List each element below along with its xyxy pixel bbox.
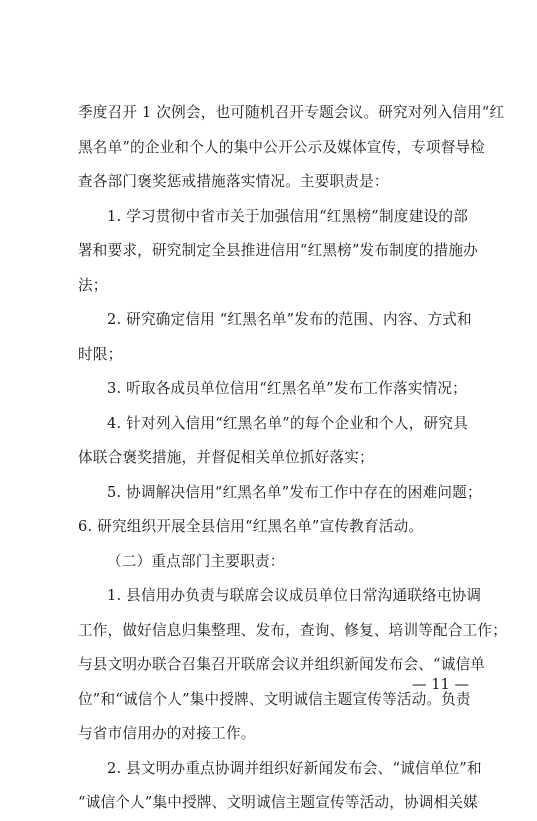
- text-line-4: 1. 学习贯彻中省市关于加强信用“红黑榜”制度建设的部: [107, 207, 468, 225]
- text-line-13: 6. 研究组织开展全县信用“红黑名单”宣传教育活动。: [78, 518, 424, 535]
- text-line-16: 工作，做好信息归集整理、发布，查询、修复、培训等配合工作；: [78, 621, 508, 639]
- text-line-21: “诚信个人”集中授牌、文明诚信主题宣传等活动，协调相关媒: [78, 794, 478, 811]
- body-text: [78, 96, 508, 821]
- page-number: — 11 —: [412, 676, 470, 693]
- text-line-20: 2. 县文明办重点协调并组织好新闻发布会、“诚信单位”和: [107, 759, 482, 777]
- text-line-1: 季度召开 1 次例会，也可随机召开专题会议。研究对列入信用“红: [78, 104, 505, 121]
- text-line-17: 与县文明办联合召集召开联席会议并组织新闻发布会、“诚信单: [78, 656, 486, 673]
- text-line-9: 3. 听取各成员单位信用“红黑名单”发布工作落实情况；: [107, 380, 467, 397]
- text-line-5: 署和要求，研究制定全县推进信用“红黑榜”发布制度的措施办: [78, 242, 478, 259]
- text-line-10: 4. 针对列入信用“红黑名单”的每个企业和个人，研究具: [107, 414, 468, 432]
- text-line-6: 法；: [78, 276, 108, 294]
- section-heading: （二）重点部门主要职责：: [107, 552, 285, 570]
- text-line-3: 查各部门褒奖惩戒措施落实情况。主要职责是：: [78, 173, 389, 190]
- text-line-2: 黑名单”的企业和个人的集中公开公示及媒体宣传，专项督导检: [78, 138, 486, 156]
- text-line-19: 与省市信用办的对接工作。: [78, 725, 256, 742]
- text-line-11: 体联合褒奖措施，并督促相关单位抓好落实；: [78, 449, 374, 466]
- text-line-18: 位”和“诚信个人”集中授牌、文明诚信主题宣传等活动。负责: [78, 690, 471, 708]
- text-line-12: 5. 协调解决信用“红黑名单”发布工作中存在的困难问题；: [107, 483, 482, 501]
- text-line-7: 2. 研究确定信用 “红黑名单”发布的范围、内容、方式和: [107, 311, 472, 328]
- text-line-15: 1. 县信用办负责与联席会议成员单位日常沟通联络屯协调: [107, 587, 482, 604]
- text-line-8: 时限；: [78, 345, 123, 363]
